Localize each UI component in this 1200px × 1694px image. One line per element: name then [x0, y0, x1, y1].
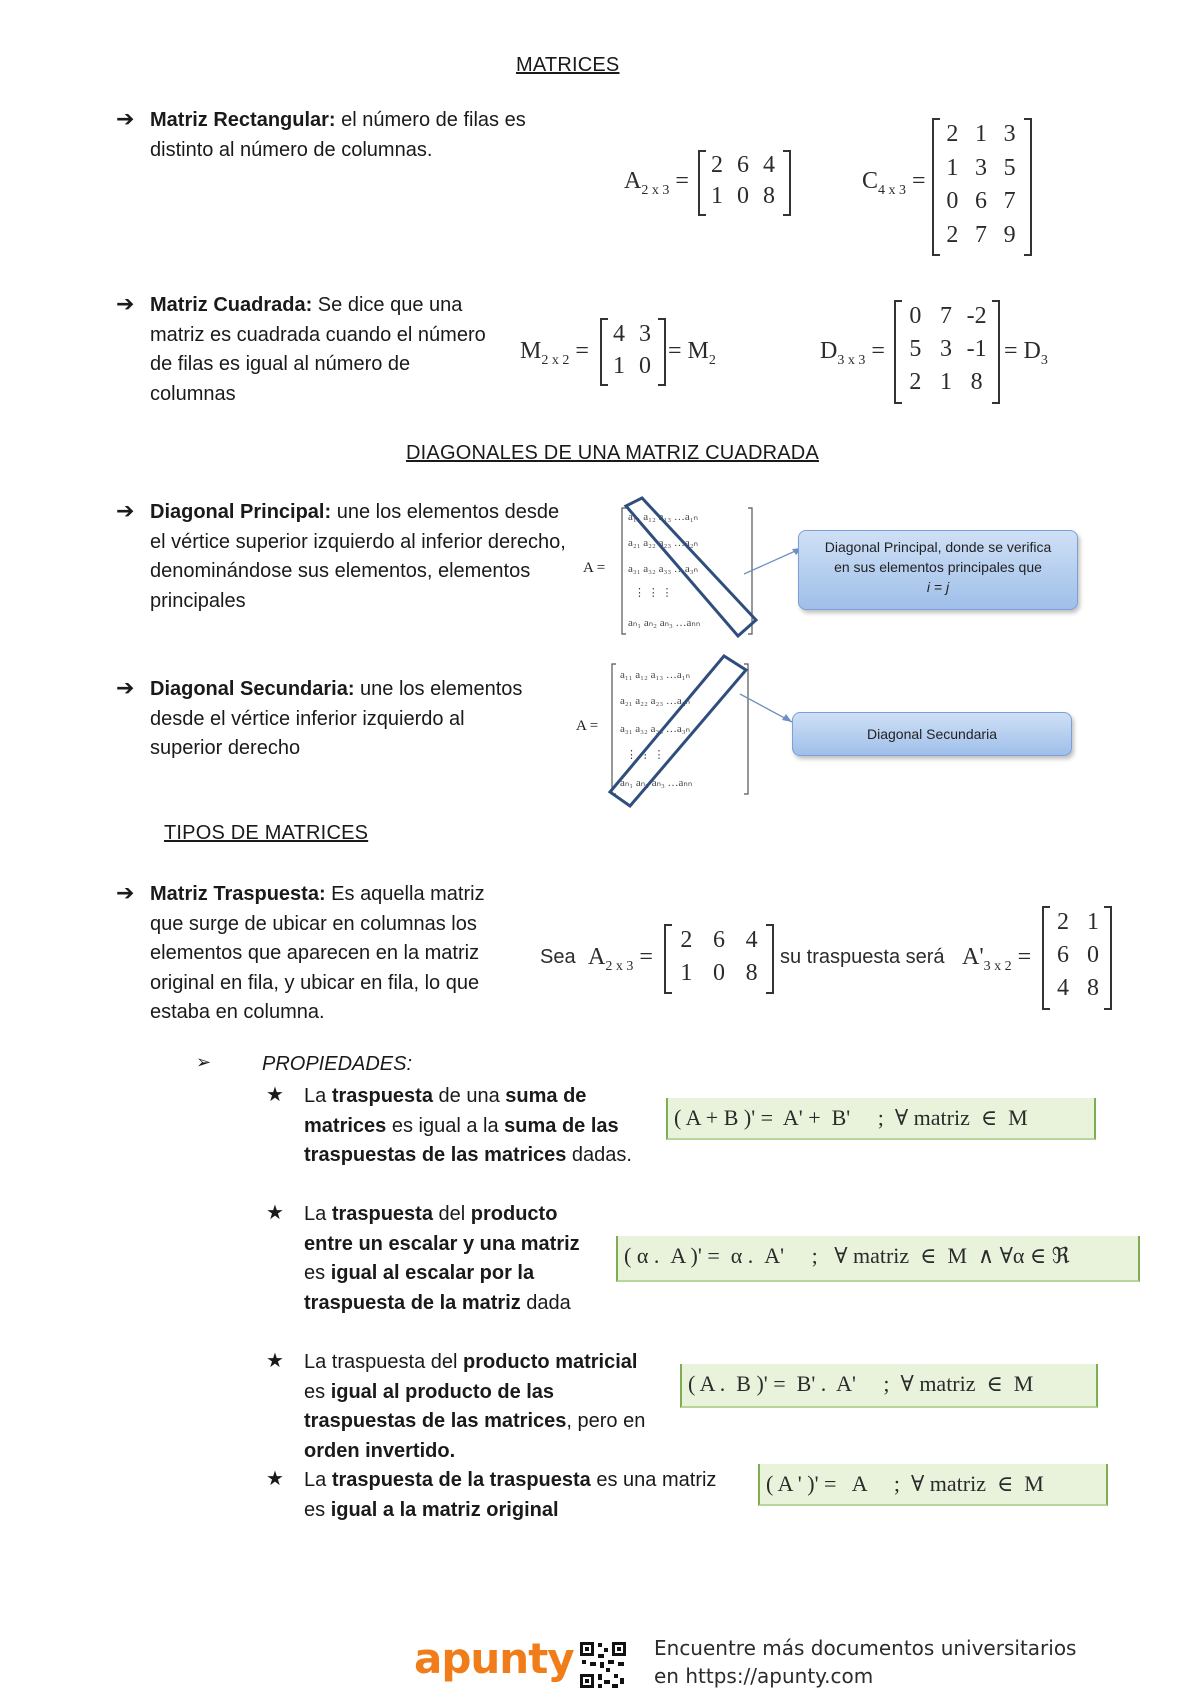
principal-callout-line: i = j: [926, 579, 950, 595]
property-text: [304, 1200, 604, 1318]
term-principal: Diagonal Principal:: [150, 501, 332, 523]
matrix-c-cells: 2 1 3 1 3 5 0 6 7 2 7 9: [946, 121, 1016, 248]
arrow-bullet-icon: ➔: [116, 880, 135, 905]
arrow-bullet-icon: ➔: [116, 498, 135, 523]
transpose-middle-text: su traspuesta será: [780, 946, 945, 968]
property-text-segment: dada: [520, 1291, 571, 1314]
secondary-callout-box: Diagonal Secundaria: [792, 712, 1072, 756]
rectangular-text: el número de filas es distinto al número de columnas.: [150, 109, 526, 161]
secondary-description: [150, 675, 530, 764]
property-text-segment: , pero en: [566, 1410, 646, 1432]
secondary-callout-arrow: [738, 690, 798, 730]
arrow-bullet-icon: ➔: [116, 675, 135, 700]
star-bullet-icon: ★: [266, 1202, 284, 1224]
property-text-segment: La: [304, 1469, 332, 1491]
footer-promo: [654, 1634, 1076, 1690]
svg-text:a₁₁ a₁₂ a₁₃ …a₁ₙ: a₁₁ a₁₂ a₁₃ …a₁ₙ: [620, 669, 691, 681]
property-formula: ( A . B )' = B' . A' ; ∀ matriz ∈ M: [680, 1364, 1098, 1408]
property-text: [304, 1082, 634, 1171]
footer-link[interactable]: en https://apunty.com: [654, 1664, 874, 1688]
transpose-text: Es aquella matriz que surge de ubicar en columnas los elementos que aparecen en la matriz original en fila, y ubicar en fila, lo que estaba en columna.: [150, 883, 485, 1023]
property-text-segment: La traspuesta del: [304, 1351, 463, 1373]
matrix-m-cells: 4 3 1 0: [613, 321, 651, 379]
apunty-logo[interactable]: apunty: [414, 1634, 574, 1683]
principal-callout-line: Diagonal Principal, donde se verifica: [824, 539, 1052, 555]
svg-text:⋮ ⋮ ⋮: ⋮ ⋮ ⋮: [634, 587, 673, 599]
transpose-description: [150, 880, 490, 1028]
transpose-at-cells: 2 1 6 0 4 8: [1057, 909, 1099, 1001]
star-bullet-icon: ★: [266, 1468, 284, 1490]
footer-line: Encuentre más documentos universitarios: [654, 1636, 1077, 1660]
svg-text:a₃₁ a₃₂ a₃₃ …a₃ₙ: a₃₁ a₃₂ a₃₃ …a₃ₙ: [628, 563, 699, 575]
property-text-bold: traspuesta: [331, 1203, 433, 1225]
property-text-segment: es una matriz es: [304, 1469, 717, 1521]
arrow-bullet-icon: ➔: [116, 291, 135, 316]
property-text: [304, 1348, 654, 1466]
star-bullet-icon: ★: [266, 1350, 284, 1372]
term-transpose: Matriz Traspuesta:: [150, 883, 326, 905]
property-text-bold: igual al escalar por la traspuesta de la matriz: [304, 1262, 535, 1314]
property-formula: ( α . A )' = α . A' ; ∀ matriz ∈ M ∧ ∀α ∈ ℜ: [616, 1236, 1140, 1282]
square-description: [150, 291, 490, 409]
sea-label: Sea: [540, 946, 576, 968]
property-text-segment: es igual a la: [386, 1114, 505, 1137]
property-text: [304, 1466, 724, 1525]
svg-text:a₂₁ a₂₂ a₂₃ …a₂ₙ: a₂₁ a₂₂ a₂₃ …a₂ₙ: [628, 537, 699, 549]
svg-text:a₁₁ a₁₂ a₁₃ …a₁ₙ: a₁₁ a₁₂ a₁₃ …a₁ₙ: [628, 511, 699, 523]
property-text-segment: La: [304, 1085, 332, 1107]
svg-text:aₙ₁ aₙ₂ aₙ₃ …aₙₙ: aₙ₁ aₙ₂ aₙ₃ …aₙₙ: [628, 617, 701, 629]
term-square: Matriz Cuadrada:: [150, 294, 313, 316]
property-text-bold: igual al producto de las traspuestas de las matrices: [304, 1380, 567, 1432]
term-secondary: Diagonal Secundaria:: [150, 678, 355, 700]
term-rectangular: Matriz Rectangular:: [150, 109, 336, 131]
secondary-text: une los elementos desde el vértice inferior izquierdo al superior derecho: [150, 678, 523, 759]
property-text-bold: igual a la matriz original: [330, 1498, 559, 1521]
property-text-segment: La: [304, 1203, 332, 1225]
principal-callout-line: en sus elementos principales que: [834, 559, 1042, 575]
principal-diagonal-matrix-figure: [620, 496, 760, 644]
matrix-d-cells: 0 7 -2 5 3 -1 2 1 8: [909, 303, 987, 395]
rectangular-description: [150, 106, 570, 165]
property-text-segment: dadas.: [566, 1144, 632, 1166]
property-text-bold: orden invertido.: [304, 1439, 456, 1462]
secondary-matrix-label: A =: [576, 718, 599, 734]
matrix-a-cells: 2 6 4 1 0 8: [711, 152, 775, 209]
arrowhead-bullet-icon: ➢: [196, 1052, 212, 1072]
transpose-a-cells: 2 6 4 1 0 8: [680, 927, 758, 986]
principal-description: [150, 498, 570, 616]
property-text-bold: suma de matrices: [304, 1085, 587, 1137]
diagonals-heading: DIAGONALES DE UNA MATRIZ CUADRADA: [406, 442, 819, 464]
principal-text: une los elementos desde el vértice superior izquierdo al inferior derecho, denominándose sus elementos, elementos principales: [150, 501, 566, 612]
arrow-bullet-icon: ➔: [116, 106, 135, 131]
property-text-bold: suma de las traspuestas de las matrices: [304, 1114, 619, 1166]
svg-text:⋮ ⋮ ⋮: ⋮ ⋮ ⋮: [626, 749, 665, 761]
properties-label: PROPIEDADES:: [262, 1053, 413, 1075]
svg-text:aₙ₁ aₙ₂ aₙ₃ …aₙₙ: aₙ₁ aₙ₂ aₙ₃ …aₙₙ: [620, 777, 693, 789]
property-text-segment: de una: [432, 1085, 506, 1107]
svg-text:a₃₁ a₃₂ a₃₃ …a₃ₙ: a₃₁ a₃₂ a₃₃ …a₃ₙ: [620, 723, 691, 735]
principal-matrix-label: A =: [583, 560, 606, 576]
property-text-bold: producto matricial: [463, 1351, 638, 1373]
principal-callout-box: [798, 530, 1078, 610]
property-text-segment: es: [304, 1380, 331, 1403]
square-text: Se dice que una matriz es cuadrada cuando el número de filas es igual al número de columnas: [150, 294, 486, 405]
property-text-segment: es: [304, 1262, 331, 1284]
secondary-diagonal-matrix-figure: [608, 650, 758, 810]
property-formula: ( A ' )' = A ; ∀ matriz ∈ M: [758, 1464, 1108, 1506]
property-formula: ( A + B )' = A' + B' ; ∀ matriz ∈ M: [666, 1098, 1096, 1140]
types-heading: TIPOS DE MATRICES: [164, 822, 369, 844]
svg-text:a₂₁ a₂₂ a₂₃ …a₂ₙ: a₂₁ a₂₂ a₂₃ …a₂ₙ: [620, 695, 691, 707]
property-text-bold: traspuesta de la traspuesta: [331, 1469, 591, 1491]
property-text-bold: producto entre un escalar y una matriz: [304, 1203, 580, 1255]
page-title: MATRICES: [516, 54, 620, 76]
property-text-bold: traspuesta: [331, 1085, 433, 1107]
star-bullet-icon: ★: [266, 1084, 284, 1106]
property-text-segment: del: [432, 1203, 471, 1225]
qr-code-icon[interactable]: [578, 1640, 628, 1690]
